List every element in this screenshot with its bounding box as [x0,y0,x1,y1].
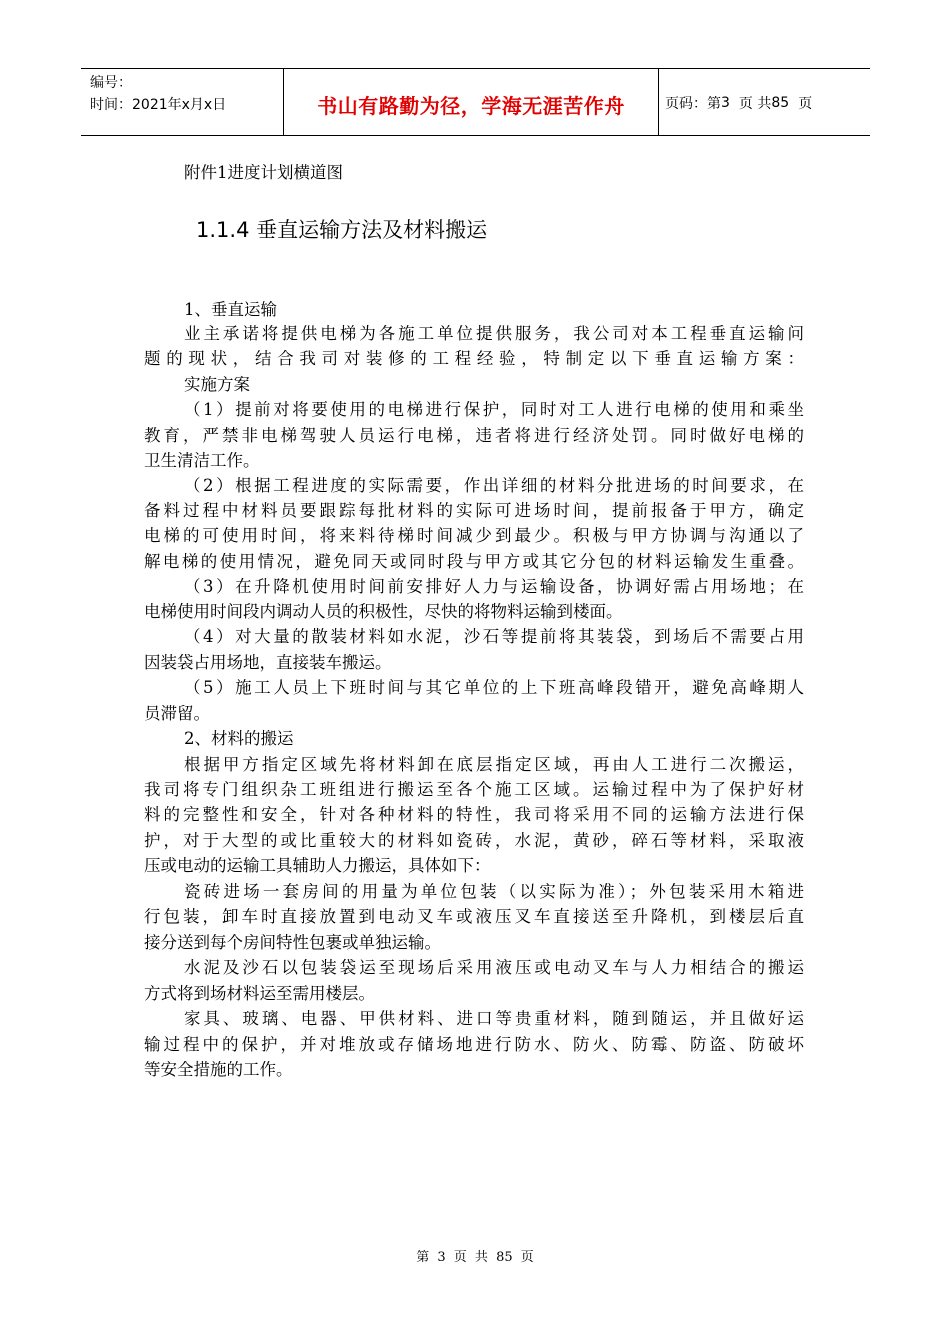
section-title: 1.1.4 垂直运输方法及材料搬运 [196,218,488,242]
body-line: 瓷砖进场一套房间的用量为单位包装（以实际为准）；外包装采用木箱进 [184,882,804,901]
body-line: （4）对大量的散装材料如水泥，沙石等提前将其装袋，到场后不需要占用 [184,627,804,646]
body-line: 业主承诺将提供电梯为各施工单位提供服务，我公司对本工程垂直运输问 [184,324,804,343]
body-line: 输过程中的保护，并对堆放或存储场地进行防水、防火、防霉、防盗、防破坏 [144,1035,804,1054]
body-line: 家具、玻璃、电器、甲供材料、进口等贵重材料，随到随运，并且做好运 [184,1009,804,1028]
header-page-total: 85 [771,95,790,111]
document-time-label: 时间：2021年x月x日 [90,97,227,113]
body-line: 因装袋占用场地，直接装车搬运。 [144,653,392,672]
body-line: 解电梯的使用情况，避免同天或同时段与甲方或其它分包的材料运输发生重叠。 [144,552,804,571]
footer-suffix: 页 [520,1250,534,1265]
body-line: 教育，严禁非电梯驾驶人员运行电梯，违者将进行经济处罚。同时做好电梯的 [144,426,804,445]
body-line: 实施方案 [184,375,250,394]
body-line: 料的完整性和安全，针对各种材料的特性，我司将采用不同的运输方法进行保 [144,805,804,824]
body-line: 我司将专门组织杂工班组进行搬运至各个施工区域。运输过程中为了保护好材 [144,780,804,799]
header-motto: 书山有路勤为径，学海无涯苦作舟 [317,93,625,118]
header-page-label: 页码：第 [665,96,721,112]
page-footer [0,1246,950,1265]
header-meta-cell [81,69,284,135]
document-number-label: 编号： [90,75,132,91]
body-line: 压或电动的运输工具辅助人力搬运，具体如下： [144,856,491,875]
footer-mid: 页 共 [453,1250,488,1265]
body-line: 备料过程中材料员要跟踪每批材料的实际可进场时间，提前报备于甲方，确定 [144,501,804,520]
body-line: 方式将到场材料运至需用楼层。 [144,984,375,1003]
body-line: （2）根据工程进度的实际需要，作出详细的材料分批进场的时间要求，在 [184,476,804,495]
document-header [81,68,870,136]
body-line: 接分送到每个房间特性包裹或单独运输。 [144,933,441,952]
body-line: 等安全措施的工作。 [144,1060,293,1079]
attachment-note: 附件1进度计划横道图 [184,163,343,182]
header-motto-cell [284,69,659,135]
body-line: 员滞留。 [144,704,210,723]
body-line: （3）在升降机使用时间前安排好人力与运输设备，协调好需占用场地；在 [184,577,804,596]
body-line: 护，对于大型的或比重较大的材料如瓷砖，水泥，黄砂，碎石等材料，采取液 [144,831,804,850]
body-line: 水泥及沙石以包装袋运至现场后采用液压或电动叉车与人力相结合的搬运 [184,958,804,977]
footer-page-current: 3 [437,1250,446,1265]
header-page-mid: 页 共 [738,96,772,112]
header-page-cell [659,69,870,135]
body-line: 行包装，卸车时直接放置到电动叉车或液压叉车直接送至升降机，到楼层后直 [144,907,804,926]
header-page-end: 页 [798,96,813,112]
body-line: 1、垂直运输 [184,300,277,319]
footer-page-total: 85 [496,1250,513,1265]
body-line: （1）提前对将要使用的电梯进行保护，同时对工人进行电梯的使用和乘坐 [184,400,804,419]
body-line: 电梯使用时间段内调动人员的积极性，尽快的将物料运输到楼面。 [144,602,623,621]
body-line: 题的现状，结合我司对装修的工程经验，特制定以下垂直运输方案： [144,349,804,368]
header-page-current: 3 [721,95,730,111]
footer-prefix: 第 [416,1250,430,1265]
body-line: （5）施工人员上下班时间与其它单位的上下班高峰段错开，避免高峰期人 [184,678,804,697]
body-line: 根据甲方指定区域先将材料卸在底层指定区域，再由人工进行二次搬运， [184,755,804,774]
body-line: 2、材料的搬运 [184,729,294,748]
body-line: 卫生清洁工作。 [144,451,260,470]
body-line: 电梯的可使用时间，将来料待梯时间减少到最少。积极与甲方协调与沟通以了 [144,526,804,545]
